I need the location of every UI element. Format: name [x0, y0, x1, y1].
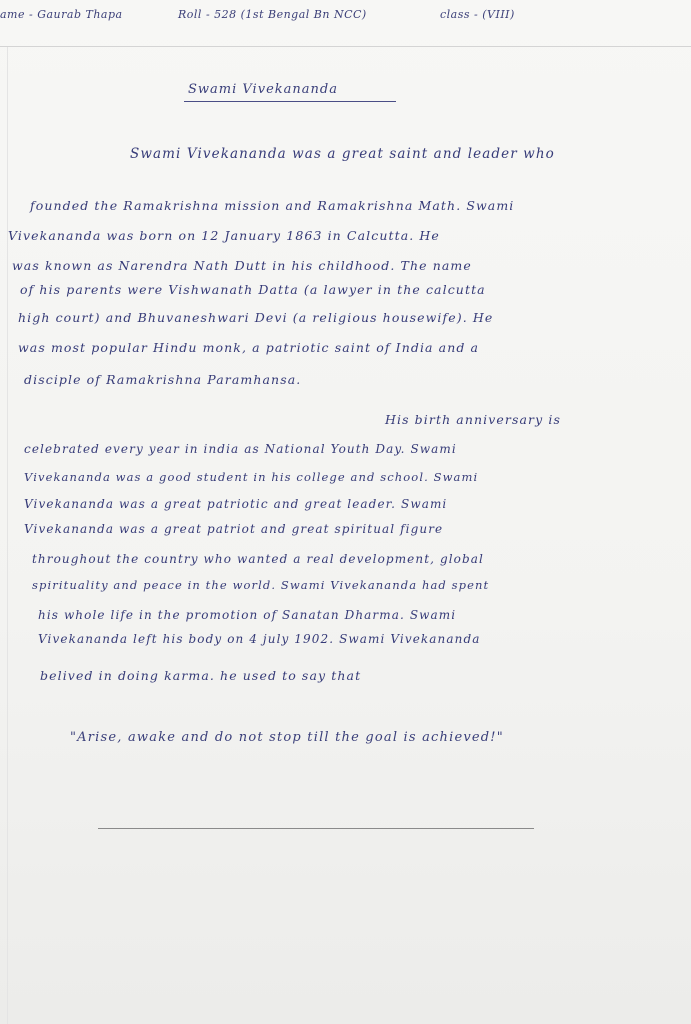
closing-quote: "Arise, awake and do not stop till the goal is achieved!": [70, 730, 504, 745]
paragraph2-line: belived in doing karma. he used to say that: [40, 668, 362, 683]
student-name: ame - Gaurab Thapa: [0, 8, 123, 21]
paragraph1-line: disciple of Ramakrishna Paramhansa.: [24, 372, 302, 387]
paragraph2-line: His birth anniversary is: [385, 412, 561, 427]
paragraph2-line: throughout the country who wanted a real development, global: [32, 552, 484, 566]
title-underline: [184, 101, 396, 102]
paragraph1-line: was known as Narendra Nath Dutt in his childhood. The name: [12, 258, 472, 273]
paragraph1-line: of his parents were Vishwanath Datta (a lawyer in the calcutta: [20, 282, 486, 297]
paragraph1-line: high court) and Bhuvaneshwari Devi (a religious housewife). He: [18, 310, 494, 325]
paragraph2-line: celebrated every year in india as National Youth Day. Swami: [24, 442, 457, 456]
margin-rule: [7, 47, 8, 1024]
essay-title: Swami Vivekananda: [188, 82, 338, 97]
paragraph2-line: Vivekananda left his body on 4 july 1902. Swami Vivekananda: [38, 632, 481, 646]
student-class: class - (VIII): [440, 8, 515, 21]
paragraph2-line: Vivekananda was a good student in his college and school. Swami: [24, 470, 479, 484]
paragraph2-line: spirituality and peace in the world. Swami Vivekananda had spent: [32, 578, 490, 592]
paragraph1-line: was most popular Hindu monk, a patriotic saint of India and a: [18, 340, 480, 355]
bottom-rule: [98, 828, 534, 829]
paragraph1-line: Vivekananda was born on 12 January 1863 in Calcutta. He: [8, 228, 440, 243]
paragraph2-line: his whole life in the promotion of Sanatan Dharma. Swami: [38, 608, 457, 622]
paragraph1-line: Swami Vivekananda was a great saint and leader who: [130, 146, 555, 162]
top-rule: [0, 46, 691, 47]
paragraph2-line: Vivekananda was a great patriotic and great leader. Swami: [24, 497, 448, 511]
paragraph1-line: founded the Ramakrishna mission and Ramakrishna Math. Swami: [30, 198, 515, 213]
student-roll: Roll - 528 (1st Bengal Bn NCC): [178, 8, 367, 21]
paragraph2-line: Vivekananda was a great patriot and great spiritual figure: [24, 522, 444, 536]
page-header: [0, 0, 691, 30]
